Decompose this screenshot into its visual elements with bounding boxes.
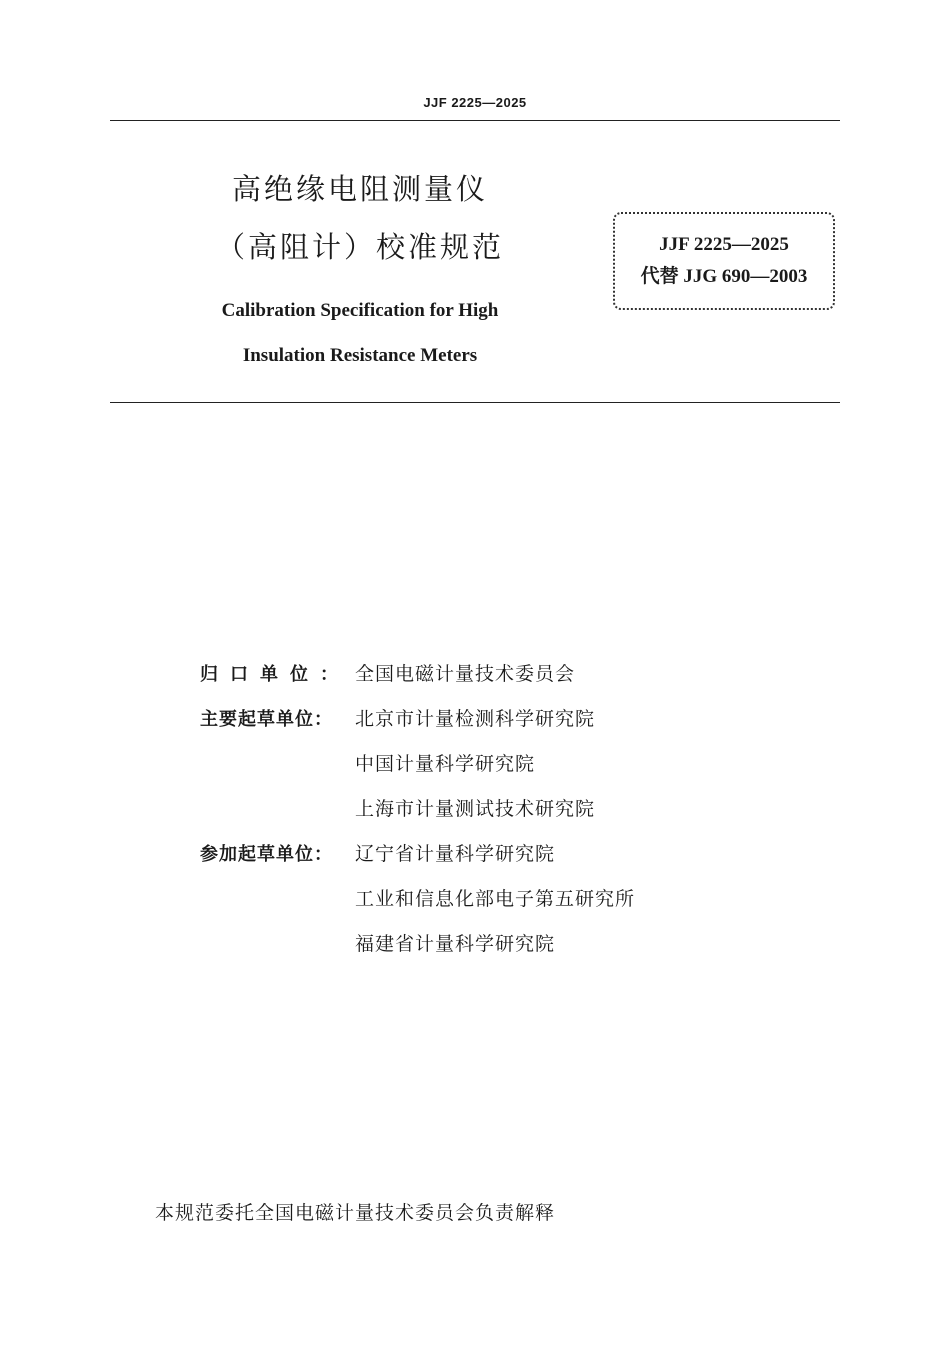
interpretation-note: 本规范委托全国电磁计量技术委员会负责解释 bbox=[155, 1202, 556, 1224]
main-drafting-row bbox=[200, 695, 635, 740]
standard-code-box bbox=[613, 212, 835, 310]
participating-label: 参加起草单位： bbox=[200, 843, 333, 865]
participating-row bbox=[200, 920, 635, 965]
participating-row bbox=[200, 830, 635, 875]
drafting-units bbox=[200, 650, 635, 965]
title-rule bbox=[110, 402, 840, 403]
header-rule bbox=[110, 120, 840, 121]
responsible-unit-label: 归口单位： bbox=[200, 663, 350, 685]
title-block bbox=[150, 160, 570, 378]
title-en-line1: Calibration Specification for High bbox=[221, 300, 499, 321]
replaces-standard: 代替 JJG 690—2003 bbox=[640, 266, 808, 287]
main-drafting-unit: 中国计量科学研究院 bbox=[355, 753, 536, 775]
main-drafting-unit: 上海市计量测试技术研究院 bbox=[355, 798, 596, 820]
main-drafting-label: 主要起草单位： bbox=[200, 708, 333, 730]
participating-unit: 福建省计量科学研究院 bbox=[355, 933, 556, 955]
title-en-line2: Insulation Resistance Meters bbox=[242, 345, 478, 366]
participating-unit: 辽宁省计量科学研究院 bbox=[355, 843, 556, 865]
participating-row bbox=[200, 875, 635, 920]
responsible-unit-row bbox=[200, 650, 635, 695]
responsible-unit: 全国电磁计量技术委员会 bbox=[355, 663, 576, 685]
title-zh-line2: （高阻计）校准规范 bbox=[215, 230, 504, 264]
participating-unit: 工业和信息化部电子第五研究所 bbox=[355, 888, 636, 910]
title-zh-line1: 高绝缘电阻测量仪 bbox=[231, 172, 488, 206]
standard-number: JJF 2225—2025 bbox=[659, 234, 789, 255]
running-header-code: JJF 2225—2025 bbox=[423, 95, 527, 110]
main-drafting-row bbox=[200, 785, 635, 830]
main-drafting-row bbox=[200, 740, 635, 785]
main-drafting-unit: 北京市计量检测科学研究院 bbox=[355, 708, 596, 730]
